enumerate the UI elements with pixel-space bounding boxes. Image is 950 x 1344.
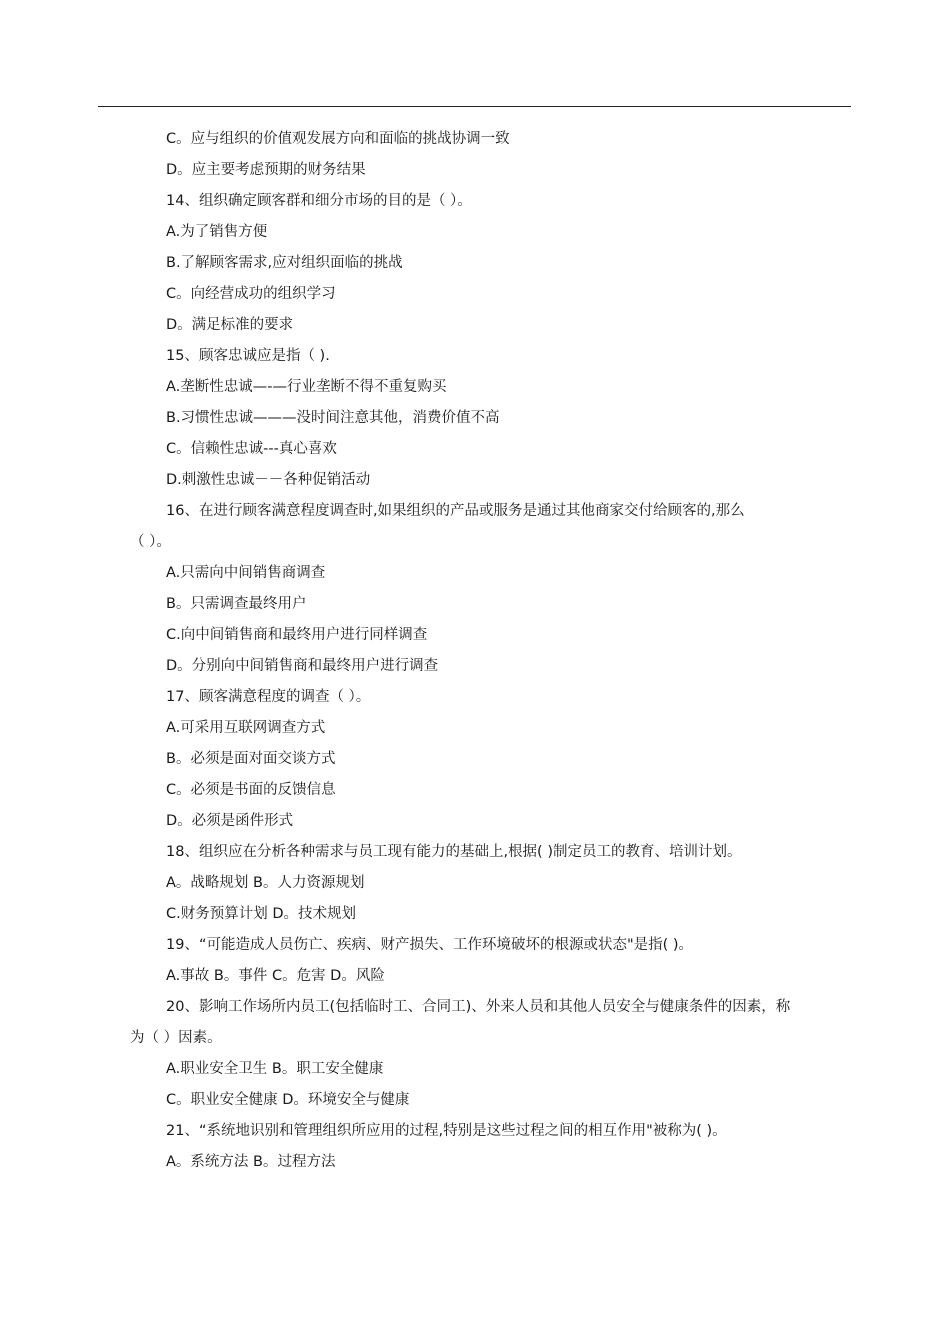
option-14d: D。满足标准的要求: [166, 317, 294, 333]
option-17a: A.可采用互联网调查方式: [166, 720, 326, 736]
option-14a: A.为了销售方便: [166, 224, 268, 240]
question-20-continued: 为（ ）因素。: [130, 1030, 222, 1046]
question-14: 14、组织确定顾客群和细分市场的目的是（ ）。: [166, 193, 472, 209]
options-18ab: A。战略规划 B。人力资源规划: [166, 875, 365, 891]
option-16a: A.只需向中间销售商调查: [166, 565, 326, 581]
option-15c: C。信赖性忠诚---真心喜欢: [166, 441, 337, 457]
options-19: A.事故 B。事件 C。危害 D。风险: [166, 968, 385, 984]
question-18: 18、组织应在分析各种需求与员工现有能力的基础上,根据( )制定员工的教育、培训计划。: [166, 844, 742, 860]
question-21: 21、“系统地识别和管理组织所应用的过程,特别是这些过程之间的相互作用"被称为( )。: [166, 1123, 727, 1139]
question-list: [130, 124, 852, 1178]
question-19: 19、“可能造成人员伤亡、疾病、财产损失、工作环境破坏的根源或状态"是指( )。: [166, 937, 694, 953]
option-16b: B。只需调查最终用户: [166, 596, 307, 612]
question-17: 17、顾客满意程度的调查（ ）。: [166, 689, 371, 705]
question-15: 15、顾客忠诚应是指（ ).: [166, 348, 330, 364]
option-13d: D。应主要考虑预期的财务结果: [166, 162, 366, 178]
question-16: 16、在进行顾客满意程度调查时,如果组织的产品或服务是通过其他商家交付给顾客的,那么: [166, 503, 745, 519]
question-20: 20、影响工作场所内员工(包括临时工、合同工)、外来人员和其他人员安全与健康条件的因素，称: [166, 999, 791, 1015]
option-14c: C。向经营成功的组织学习: [166, 286, 336, 302]
option-13c: C。应与组织的价值观发展方向和面临的挑战协调一致: [166, 131, 510, 147]
option-17b: B。必须是面对面交谈方式: [166, 751, 336, 767]
option-17c: C。必须是书面的反馈信息: [166, 782, 336, 798]
option-15a: A.垄断性忠诚—-—行业垄断不得不重复购买: [166, 379, 447, 395]
option-16c: C.向中间销售商和最终用户进行同样调查: [166, 627, 428, 643]
options-21ab: A。系统方法 B。过程方法: [166, 1154, 336, 1170]
header-rule: [98, 106, 851, 107]
option-15b: B.习惯性忠诚———没时间注意其他，消费价值不高: [166, 410, 500, 426]
option-14b: B.了解顾客需求,应对组织面临的挑战: [166, 255, 403, 271]
option-17d: D。必须是函件形式: [166, 813, 294, 829]
option-15d: D.刺激性忠诚－－各种促销活动: [166, 472, 371, 488]
options-20cd: C。职业安全健康 D。环境安全与健康: [166, 1092, 410, 1108]
option-16d: D。分别向中间销售商和最终用户进行调查: [166, 658, 439, 674]
options-18cd: C.财务预算计划 D。技术规划: [166, 906, 357, 922]
question-16-continued: （ ）。: [130, 534, 171, 550]
options-20ab: A.职业安全卫生 B。职工安全健康: [166, 1061, 384, 1077]
